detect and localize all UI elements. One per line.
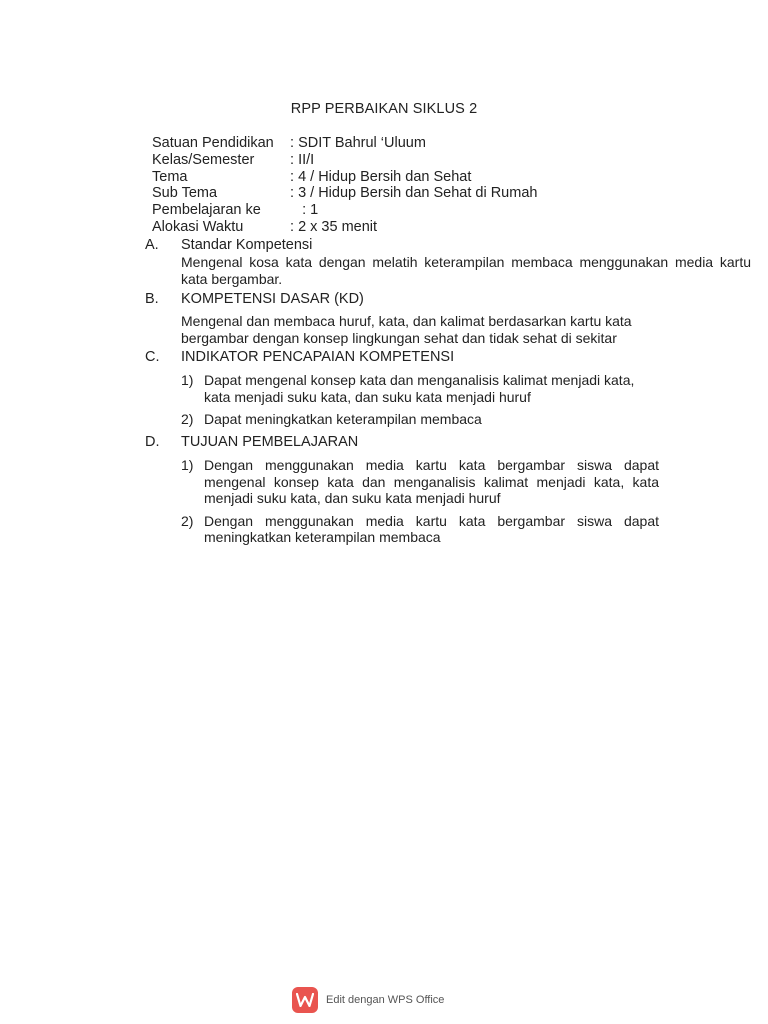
wps-edit-label: Edit dengan WPS Office xyxy=(326,994,445,1006)
meta-row-subtema xyxy=(152,185,537,202)
item-number: 2) xyxy=(181,512,194,529)
meta-colon: : xyxy=(290,185,299,202)
meta-row-tema xyxy=(152,169,537,186)
meta-row-pembelajaran xyxy=(152,202,537,219)
list-item xyxy=(181,457,755,507)
section-body: Mengenal kosa kata dengan melatih keterampilan membaca menggunakan media kartu kata bergambar. xyxy=(181,254,751,287)
item-text: Dengan menggunakan media kartu kata bergambar siswa dapat meningkatkan keterampilan membaca xyxy=(204,512,659,546)
meta-label: Kelas/Semester xyxy=(152,151,255,168)
meta-value: 1 xyxy=(310,202,319,219)
item-number: 1) xyxy=(181,457,194,473)
document-title: RPP PERBAIKAN SIKLUS 2 xyxy=(290,101,478,117)
identity-block xyxy=(152,135,537,236)
section-title: KOMPETENSI DASAR (KD) xyxy=(181,291,364,307)
meta-label: Tema xyxy=(152,168,188,185)
meta-value: 2 x 35 menit xyxy=(298,218,378,235)
list-item xyxy=(181,411,755,428)
item-text: Dapat meningkatkan keterampilan membaca xyxy=(204,411,482,428)
section-a xyxy=(145,237,755,287)
section-letter: C. xyxy=(145,349,160,365)
item-text: Dapat mengenal konsep kata dan menganalisis kalimat menjadi kata, kata menjadi suku kata, dan suku kata menjadi huruf xyxy=(204,372,635,405)
meta-label: Alokasi Waktu xyxy=(152,218,244,235)
section-heading xyxy=(145,237,755,254)
meta-colon: : xyxy=(290,151,299,168)
meta-colon: : xyxy=(290,168,299,185)
meta-value: SDIT Bahrul ‘Uluum xyxy=(298,135,426,151)
meta-colon: : xyxy=(290,202,311,219)
section-letter: B. xyxy=(145,291,159,307)
section-heading xyxy=(145,291,755,308)
meta-row-satuan xyxy=(152,135,537,152)
section-body: Mengenal dan membaca huruf, kata, dan kalimat berdasarkan kartu kata bergambar dengan konsep lingkungan sehat dan tidak sehat di sekitar xyxy=(181,313,632,346)
item-number: 1) xyxy=(181,372,194,388)
meta-value: II/I xyxy=(298,151,315,168)
meta-colon: : xyxy=(290,135,299,151)
section-letter: A. xyxy=(145,237,159,253)
section-title: INDIKATOR PENCAPAIAN KOMPETENSI xyxy=(181,349,455,365)
item-text: Dengan menggunakan media kartu kata bergambar siswa dapat mengenal konsep kata dan menganalisis kalimat menjadi kata, kata menjadi suku kata, dan suku kata menjadi huruf xyxy=(204,457,659,507)
section-heading xyxy=(145,349,755,366)
item-number: 2) xyxy=(181,411,194,428)
section-letter: D. xyxy=(145,434,160,450)
wps-edit-link[interactable] xyxy=(292,987,444,1013)
section-b xyxy=(145,291,755,346)
meta-colon: : xyxy=(290,218,299,235)
wps-office-logo-icon xyxy=(292,987,318,1013)
meta-value: 4 / Hidup Bersih dan Sehat xyxy=(298,168,472,185)
section-d xyxy=(145,434,755,546)
section-title: TUJUAN PEMBELAJARAN xyxy=(181,434,359,450)
meta-row-kelas xyxy=(152,152,537,169)
meta-value: 3 / Hidup Bersih dan Sehat di Rumah xyxy=(298,185,538,202)
meta-label: Satuan Pendidikan xyxy=(152,135,274,151)
section-title: Standar Kompetensi xyxy=(181,237,313,253)
list-item xyxy=(181,513,755,546)
section-c xyxy=(145,349,755,428)
meta-label: Sub Tema xyxy=(152,185,218,202)
meta-row-alokasi xyxy=(152,219,537,236)
list-item xyxy=(181,372,755,405)
meta-label: Pembelajaran ke xyxy=(152,202,261,219)
section-heading xyxy=(145,434,755,451)
